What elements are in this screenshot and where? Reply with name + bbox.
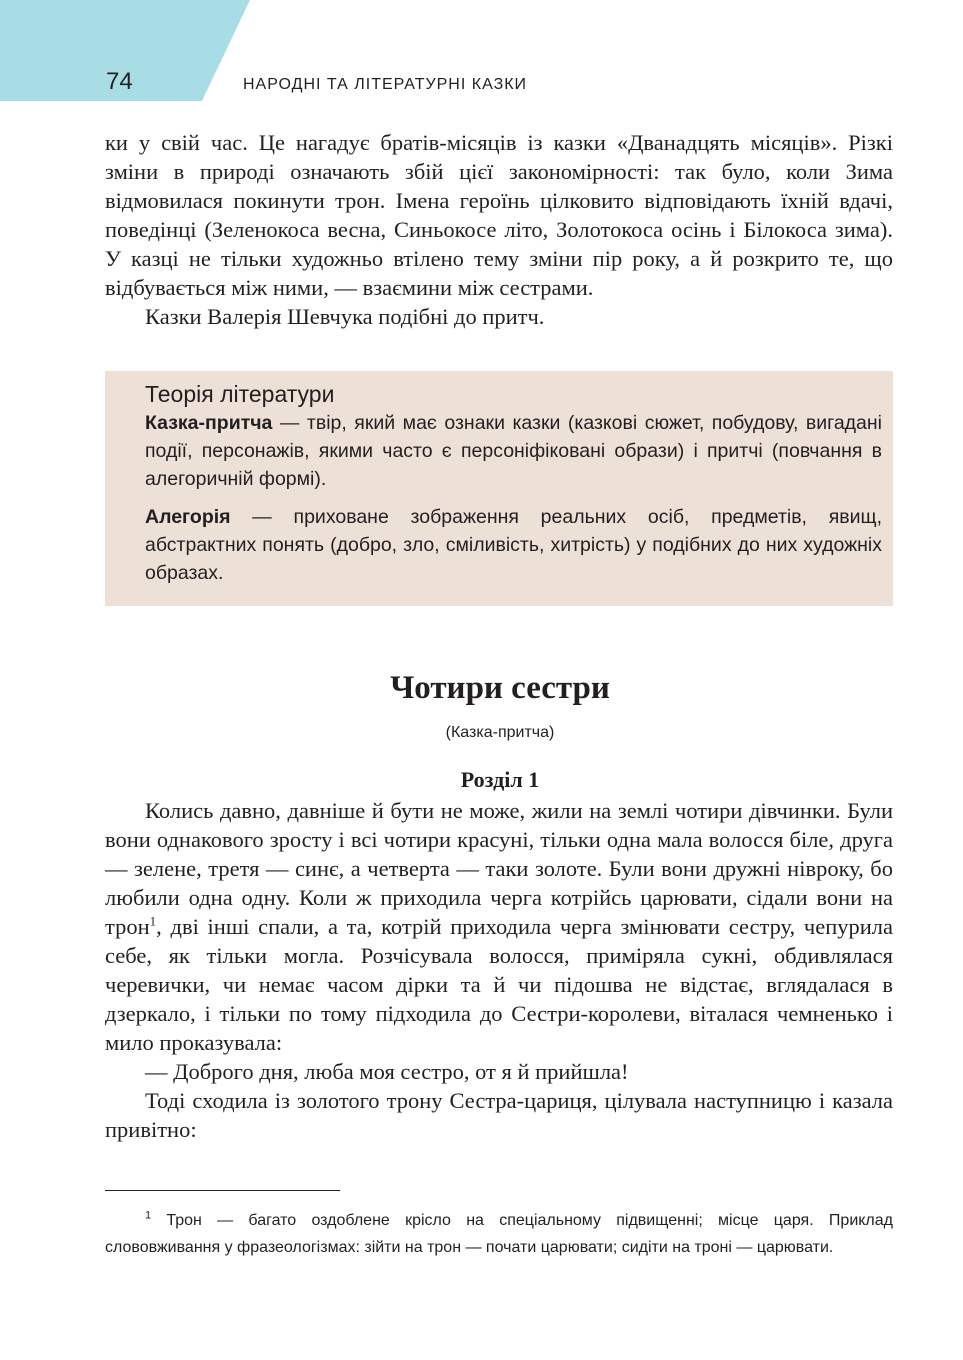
- footnote-divider: [105, 1190, 340, 1191]
- term: Казка-притча: [145, 412, 273, 434]
- footnote-text: Трон — багато оздоблене крісло на спеціальному підвищенні; місце царя. Приклад слововживання у фразеологізмах: зійти на трон — почати царювати; сидіти на троні — царювати.: [105, 1212, 893, 1256]
- story-subtitle: (Казка-притча): [445, 724, 555, 741]
- theory-box: [105, 371, 893, 606]
- definition-text: — приховане зображення реальних осіб, предметів, явищ, абстрактних понять (добро, зло, сміливість, хитрість) у подібних до них художніх образах.: [145, 506, 882, 584]
- intro-text: [105, 128, 893, 331]
- page-number: 74: [106, 68, 133, 95]
- footnote-mark: 1: [145, 1209, 152, 1222]
- story-paragraph: — Доброго дня, люба моя сестро, от я й прийшла!: [145, 1059, 629, 1084]
- intro-paragraph: Казки Валерія Шевчука подібні до притч.: [145, 304, 545, 329]
- story-paragraph: Тоді сходила із золотого трону Сестра-цариця, цілувала наступницю і казала привітно:: [105, 1088, 893, 1142]
- footnote: [105, 1207, 893, 1261]
- story-text-span: Колись давно, давніше й бути не може, жили на землі чотири дівчинки. Були вони однакового зросту і всі чотири красуні, тільки одна мала волосся біле, друга — зелене, третя — синє, а четверта — таки золоте. Були вони дружні нівроку, бо любили одна одну. Коли ж приходила черга котрійсь царювати, сідали вони на трон: [105, 798, 893, 939]
- definition-allegory: [145, 503, 882, 587]
- definition-text: — твір, який має ознаки казки (казкові сюжет, побудову, вигадані події, персонажів, якими часто є персоніфіковані образи) і притчі (повчання в алегоричній формі).: [145, 412, 882, 490]
- intro-paragraph: ки у свій час. Це нагадує братів-місяців із казки «Дванадцять місяців». Різкі зміни в природі означають збій цієї закономірності: так було, коли Зима відмовилася покинути трон. Імена героїнь цілковито відповідають їхній вдачі, поведінці (Зеленокоса весна, Синьокосе літо, Золотокоса осінь і Білокоса зима). У казці не тільки художньо втілено тему зміни пір року, а й розкрито те, що відбувається між ними, — взаємини між сестрами.: [105, 130, 893, 300]
- running-title: НАРОДНІ ТА ЛІТЕРАТУРНІ КАЗКИ: [243, 76, 528, 93]
- story-text: [105, 796, 893, 1144]
- story-title: Чотири сестри: [390, 670, 610, 706]
- section-title: Розділ 1: [460, 767, 540, 792]
- term: Алегорія: [145, 506, 231, 528]
- story-text-span: , дві інші спали, а та, котрій приходила черга змінювати сестру, чепурила себе, як тільки могла. Розчісувала волосся, приміряла сукні, обдивлялася черевички, чи немає часом дірки та й чи підошва не відстає, вглядалася в дзеркало, і тільки по тому підходила до Сестри-королеви, віталася чемненько і мило проказувала:: [105, 914, 893, 1055]
- theory-heading: Теорія літератури: [145, 381, 335, 407]
- definition-fairy-tale-parable: [145, 409, 882, 493]
- footnote-reference[interactable]: 1: [149, 913, 157, 929]
- story-paragraph: [105, 796, 893, 1057]
